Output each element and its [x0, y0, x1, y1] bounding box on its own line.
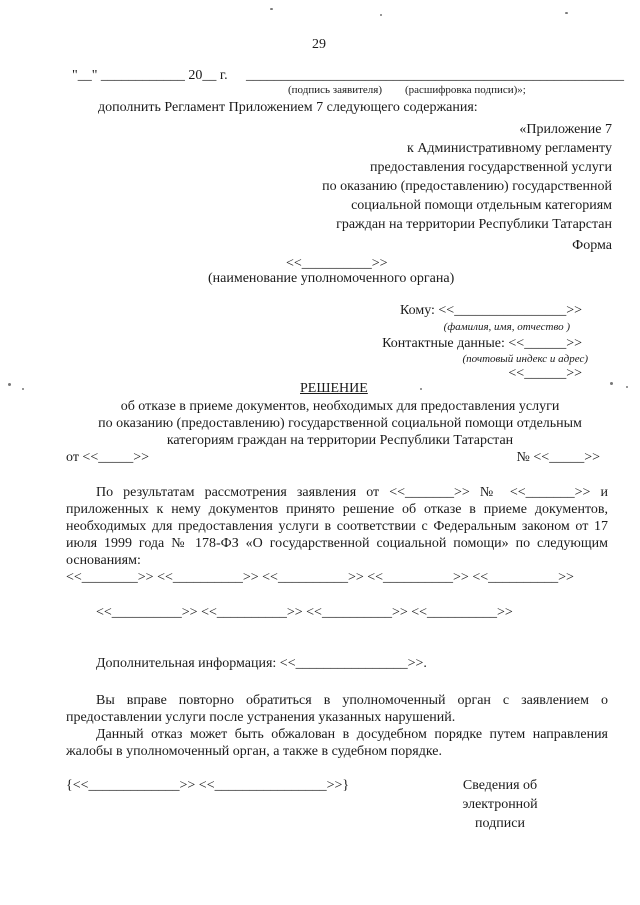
appendix-line: предоставления государственной услуги [370, 160, 612, 175]
body-paragraph-2: Вы вправе повторно обратиться в уполномоченный орган с заявлением о предоставлении услуги после устранения указанных нарушений. [66, 693, 608, 725]
decision-subtitle-line: по оказанию (предоставлению) государственной социальной помощи отдельным [98, 416, 582, 431]
signer-placeholder: {<<_____________>> <<________________>>} [66, 778, 350, 793]
appendix-line: граждан на территории Республики Татарстан [336, 217, 612, 232]
appendix-line: социальной помощи отдельным категориям [351, 198, 612, 213]
appendix-line: по оказанию (предоставлению) государственной [322, 179, 612, 194]
scan-speck [565, 12, 568, 14]
org-caption: (наименование уполномоченного органа) [208, 271, 455, 286]
grounds-row-2: <<__________>> <<__________>> <<__________>> <<__________>> [96, 605, 513, 620]
caption-applicant-signature: (подпись заявителя) [288, 84, 383, 96]
decision-subtitle [60, 398, 620, 449]
header-signature-blank: ________________________ [246, 68, 414, 83]
org-placeholder: <<__________>> [286, 256, 388, 271]
scan-speck [380, 14, 382, 16]
scan-speck [270, 8, 273, 10]
decision-date: от <<_____>> [66, 450, 150, 465]
esign-line: Сведения об [462, 778, 538, 793]
page-number: 29 [312, 37, 326, 52]
scan-speck [626, 386, 628, 388]
header-date-line: "__" ____________ 20__ г. [72, 68, 228, 83]
grounds-row-1: <<________>> <<__________>> <<__________>> <<__________>> <<__________>> [66, 570, 574, 585]
recipient-contacts-caption: (почтовый индекс и адрес) [462, 353, 588, 365]
form-label: Форма [572, 238, 612, 253]
decision-number: № <<_____>> [516, 450, 600, 465]
scan-speck [8, 383, 11, 386]
recipient-to-caption: (фамилия, имя, отчество ) [443, 321, 570, 333]
intro-text: дополнить Регламент Приложением 7 следующего содержания: [98, 100, 478, 115]
recipient-extra: <<______>> [508, 366, 582, 381]
electronic-signature-info [450, 776, 550, 833]
caption-signature-decode: (расшифровка подписи)»; [405, 84, 526, 96]
decision-title: РЕШЕНИЕ [300, 381, 368, 396]
appendix-line: к Административному регламенту [407, 141, 612, 156]
appendix-header [322, 120, 612, 234]
appendix-line: «Приложение 7 [519, 122, 612, 137]
esign-line: подписи [475, 816, 525, 831]
decision-subtitle-line: категориям граждан на территории Республики Татарстан [166, 433, 514, 448]
scan-speck [610, 382, 613, 385]
scan-speck [22, 388, 24, 390]
esign-line: электронной [462, 797, 538, 812]
body-paragraph-3: Данный отказ может быть обжалован в досудебном порядке путем направления жалобы в уполномоченный орган, а также в судебном порядке. [66, 727, 608, 759]
decision-subtitle-line: об отказе в приеме документов, необходимых для предоставления услуги [120, 399, 560, 414]
additional-info: Дополнительная информация: <<________________>>. [96, 656, 427, 671]
body-paragraph-1: По результатам рассмотрения заявления от <<_______>> № <<_______>> и приложенных к нему документов принято решение об отказе в приеме документов, необходимых для предоставления услуги в соответствии с Федеральным законом от 17 июля 1999 года № 178-ФЗ «О государственной социальной помощи» по следующим основаниям: [66, 485, 608, 568]
recipient-to: Кому: <<________________>> [399, 303, 582, 318]
header-decode-blank: ______________________________ [414, 68, 624, 83]
recipient-contacts: Контактные данные: <<______>> [382, 336, 582, 351]
scan-speck [420, 388, 422, 390]
